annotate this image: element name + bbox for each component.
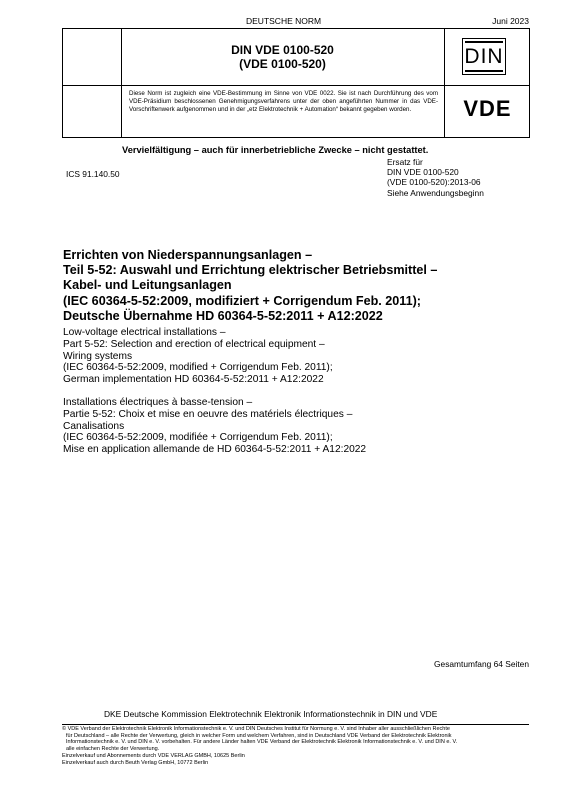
standard-block (121, 43, 444, 71)
din-logo-bar-bottom (465, 70, 503, 72)
title-line: Low-voltage electrical installations – (63, 327, 226, 338)
footer-line: Einzelverkauf und Abonnements durch VDE VERLAG GMBH, 10625 Berlin (62, 752, 245, 759)
replacement-line: Ersatz für (387, 157, 423, 167)
title-line: Deutsche Übernahme HD 60364-5-52:2011 + A12:2022 (63, 308, 383, 323)
copyright-footer (62, 726, 532, 766)
footer-line: Informationstechnik e. V. und DIN e. V. vorbehalten. Für andere Länder halten VDE Verband der Elektrotechnik Elektronik Informationstechnik e. V. und DIN e. V. (66, 739, 458, 746)
vde-notice: Diese Norm ist zugleich eine VDE-Bestimmung im Sinne von VDE 0022. Sie ist nach Durchführung des vom VDE-Präsidium beschlossenen Genehmigungsverfahrens unter der oben angeführten Nummer in das VDE-Vorschriftenwerk aufgenommen und in der „etz Elektrotechnik + Automation“ bekannt gegeben worden. (129, 90, 438, 113)
ics-number: ICS 91.140.50 (66, 169, 120, 179)
replacement-line: (VDE 0100-520):2013-06 (387, 177, 481, 188)
copy-notice: Vervielfältigung – auch für innerbetriebliche Zwecke – nicht gestattet. (122, 145, 429, 155)
footer-line: alle einfachen Rechte der Verwertung. (66, 746, 160, 753)
title-english (63, 327, 533, 386)
title-line: Wiring systems (63, 350, 133, 362)
title-line: Mise en application allemande de HD 60364-5-52:2011 + A12:2022 (63, 444, 367, 456)
din-logo (462, 38, 506, 75)
title-line: Canalisations (63, 420, 125, 432)
total-pages: Gesamtumfang 64 Seiten (434, 659, 529, 669)
replacement-line: DIN VDE 0100-520 (387, 167, 459, 178)
vde-logo: VDE (463, 96, 512, 121)
footer-line: © VDE Verband der Elektrotechnik Elektronik Informationstechnik e. V. und DIN Deutsches Institut für Normung e. V. sind Inhaber aller ausschließlichen Rechte (62, 726, 450, 732)
publication-date: Juni 2023 (492, 16, 529, 26)
title-line: (IEC 60364-5-52:2009, modifiziert + Corrigendum Feb. 2011); (63, 293, 421, 308)
header-frame (62, 28, 530, 138)
footer-line: für Deutschland – alle Rechte der Verwertung, gleich in welcher Form und welchem Verfahren, sind in Deutschland VDE Verband der Elektrotechnik Elektronik (66, 732, 452, 739)
title-line: Kabel- und Leitungsanlagen (63, 278, 232, 293)
title-line: Errichten von Niederspannungsanlagen – (63, 248, 313, 262)
title-line: German implementation HD 60364-5-52:2011 + A12:2022 (63, 374, 324, 386)
din-logo-bar-top (465, 41, 503, 43)
norm-type-label: DEUTSCHE NORM (246, 16, 322, 26)
title-line: (IEC 60364-5-52:2009, modified + Corrigendum Feb. 2011); (63, 362, 333, 374)
standard-code: (VDE 0100-520) (239, 57, 326, 71)
title-french (63, 397, 533, 456)
din-logo-text: DIN (464, 45, 504, 68)
title-line: Part 5-52: Selection and erection of electrical equipment – (63, 338, 325, 350)
title-line: Teil 5-52: Auswahl und Errichtung elektrischer Betriebsmittel – (63, 263, 438, 278)
frame-divider-horizontal (63, 85, 529, 86)
title-line: Installations électriques à basse-tension – (63, 397, 253, 408)
footer-rule (62, 724, 529, 725)
standard-number: DIN VDE 0100-520 (231, 43, 334, 57)
title-line: (IEC 60364-5-52:2009, modifiée + Corrigendum Feb. 2011); (63, 432, 333, 444)
replacement-line: Siehe Anwendungsbeginn (387, 187, 484, 198)
replacement-info (387, 157, 484, 198)
title-line: Partie 5-52: Choix et mise en oeuvre des matériels électriques – (63, 408, 353, 420)
dke-line: DKE Deutsche Kommission Elektrotechnik Elektronik Informationstechnik in DIN und VDE (104, 709, 438, 719)
title-german (63, 248, 533, 324)
footer-line: Einzelverkauf auch durch Beuth Verlag GmbH, 10772 Berlin (62, 759, 209, 766)
